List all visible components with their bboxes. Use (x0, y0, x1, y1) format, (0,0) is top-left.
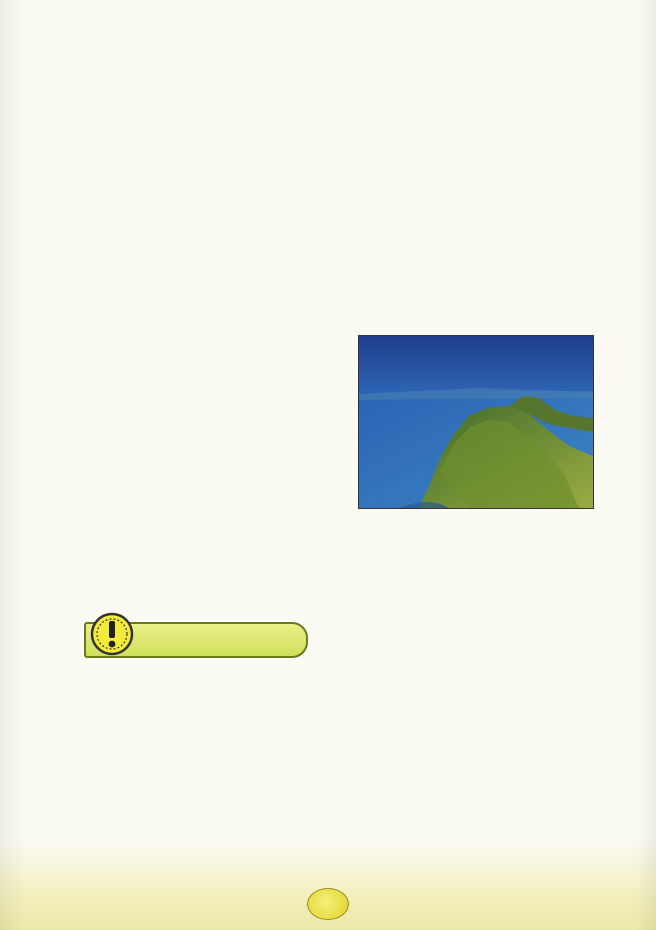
volga-photo (358, 335, 594, 509)
exclamation-icon (90, 612, 134, 656)
page-number (307, 888, 349, 920)
